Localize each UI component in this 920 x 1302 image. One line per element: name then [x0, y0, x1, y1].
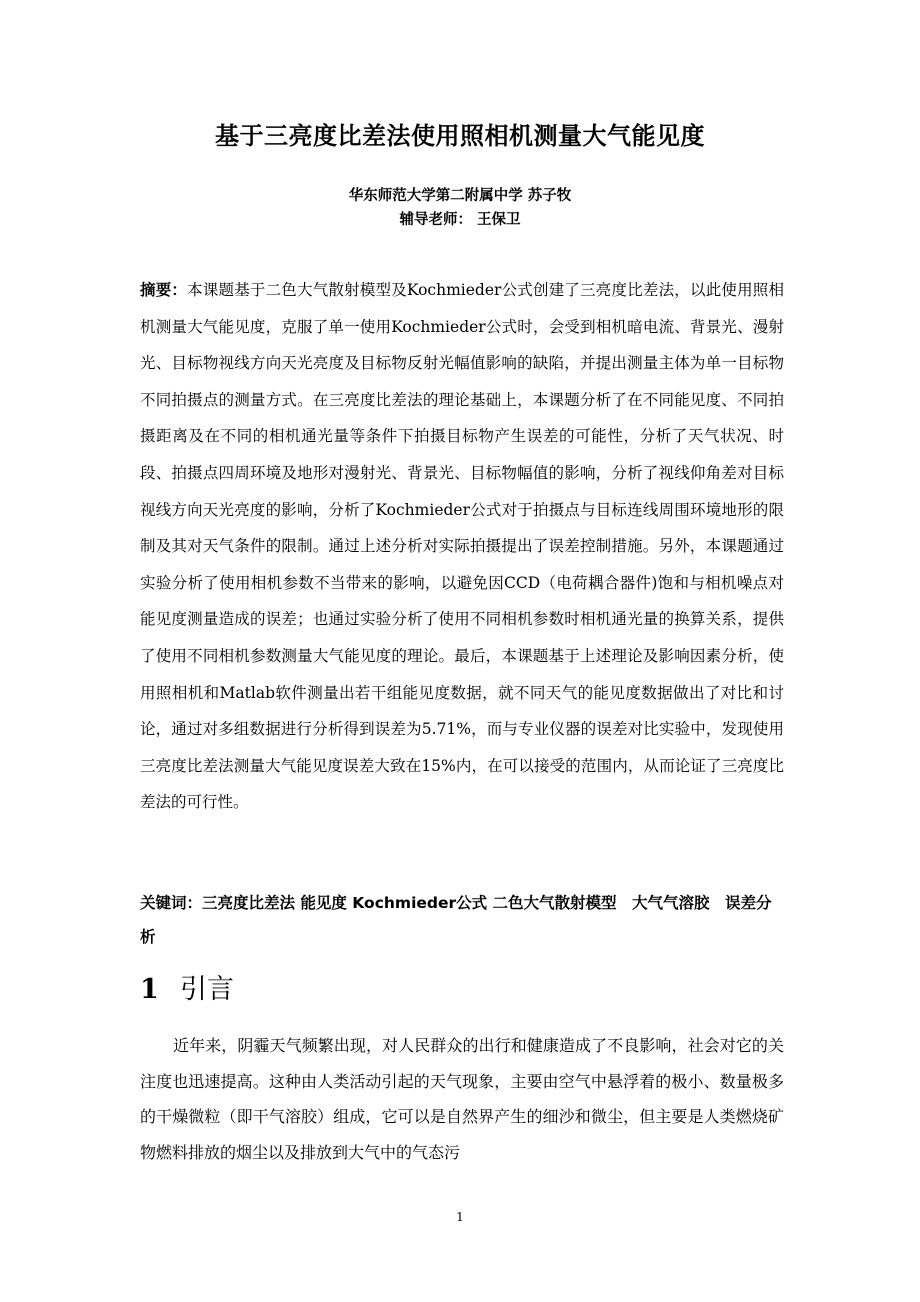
paper-title: 基于三亮度比差法使用照相机测量大气能见度 — [215, 122, 705, 150]
keywords-text: 三亮度比差法 能见度 Kochmieder公式 二色大气散射模型 大气气溶胶 误差分析 — [140, 894, 772, 946]
author-affiliation: 华东师范大学第二附属中学 苏子牧 — [348, 188, 572, 204]
section-heading — [140, 968, 234, 1012]
keywords-label: 关键词： — [140, 894, 203, 912]
abstract-text: 本课题基于二色大气散射模型及Kochmieder公式创建了三亮度比差法，以此使用照相机测量大气能见度，克服了单一使用Kochmieder公式时，会受到相机暗电流、背景光、漫射光、目标物视线方向天光亮度及目标物反射光幅值影响的缺陷，并提出测量主体为单一目标物不同拍摄点的测量方式。在三亮度比差法的理论基础上，本课题分析了在不同能见度、不同拍摄距离及在不同的相机通光量等条件下拍摄目标物产生误差的可能性，分析了天气状况、时段、拍摄点四周环境及地形对漫射光、背景光、目标物幅值的影响，分析了视线仰角差对目标视线方向天光亮度的影响，分析了Kochmieder公式对于拍摄点与目标连线周围环境地形的限制及其对天气条件的限制。通过上述分析对实际拍摄提出了误差控制措施。另外，本课题通过实验分析了使用相机参数不当带来的影响，以避免因CCD（电荷耦合器件)饱和与相机噪点对能见度测量造成的误差；也通过实验分析了使用不同相机参数时相机通光量的换算关系，提供了使用不同相机参数测量大气能见度的理论。最后，本课题基于上述理论及影响因素分析，使用照相机和Matlab软件测量出若干组能见度数据，就不同天气的能见度数据做出了对比和讨论，通过对多组数据进行分析得到误差为5.71%，而与专业仪器的误差对比实验中，发现使用三亮度比差法测量大气能见度误差大致在15%内，在可以接受的范围内，从而论证了三亮度比差法的可行性。 — [140, 281, 784, 812]
keywords-paragraph — [140, 886, 784, 954]
page-number: 1 — [456, 1210, 464, 1224]
advisor-line: 辅导老师： 王保卫 — [399, 212, 521, 228]
abstract-paragraph — [140, 272, 784, 821]
abstract-label: 摘要： — [140, 281, 188, 299]
section-title: 引言 — [180, 974, 234, 1005]
section-number: 1 — [140, 974, 159, 1005]
body-paragraph: 近年来，阴霾天气频繁出现，对人民群众的出行和健康造成了不良影响，社会对它的关注度也迅速提高。这种由人类活动引起的天气现象，主要由空气中悬浮着的极小、数量极多的干燥微粒（即干气溶胶）组成，它可以是自然界产生的细沙和微尘，但主要是人类燃烧矿物燃料排放的烟尘以及排放到大气中的气态污 — [140, 1036, 784, 1162]
